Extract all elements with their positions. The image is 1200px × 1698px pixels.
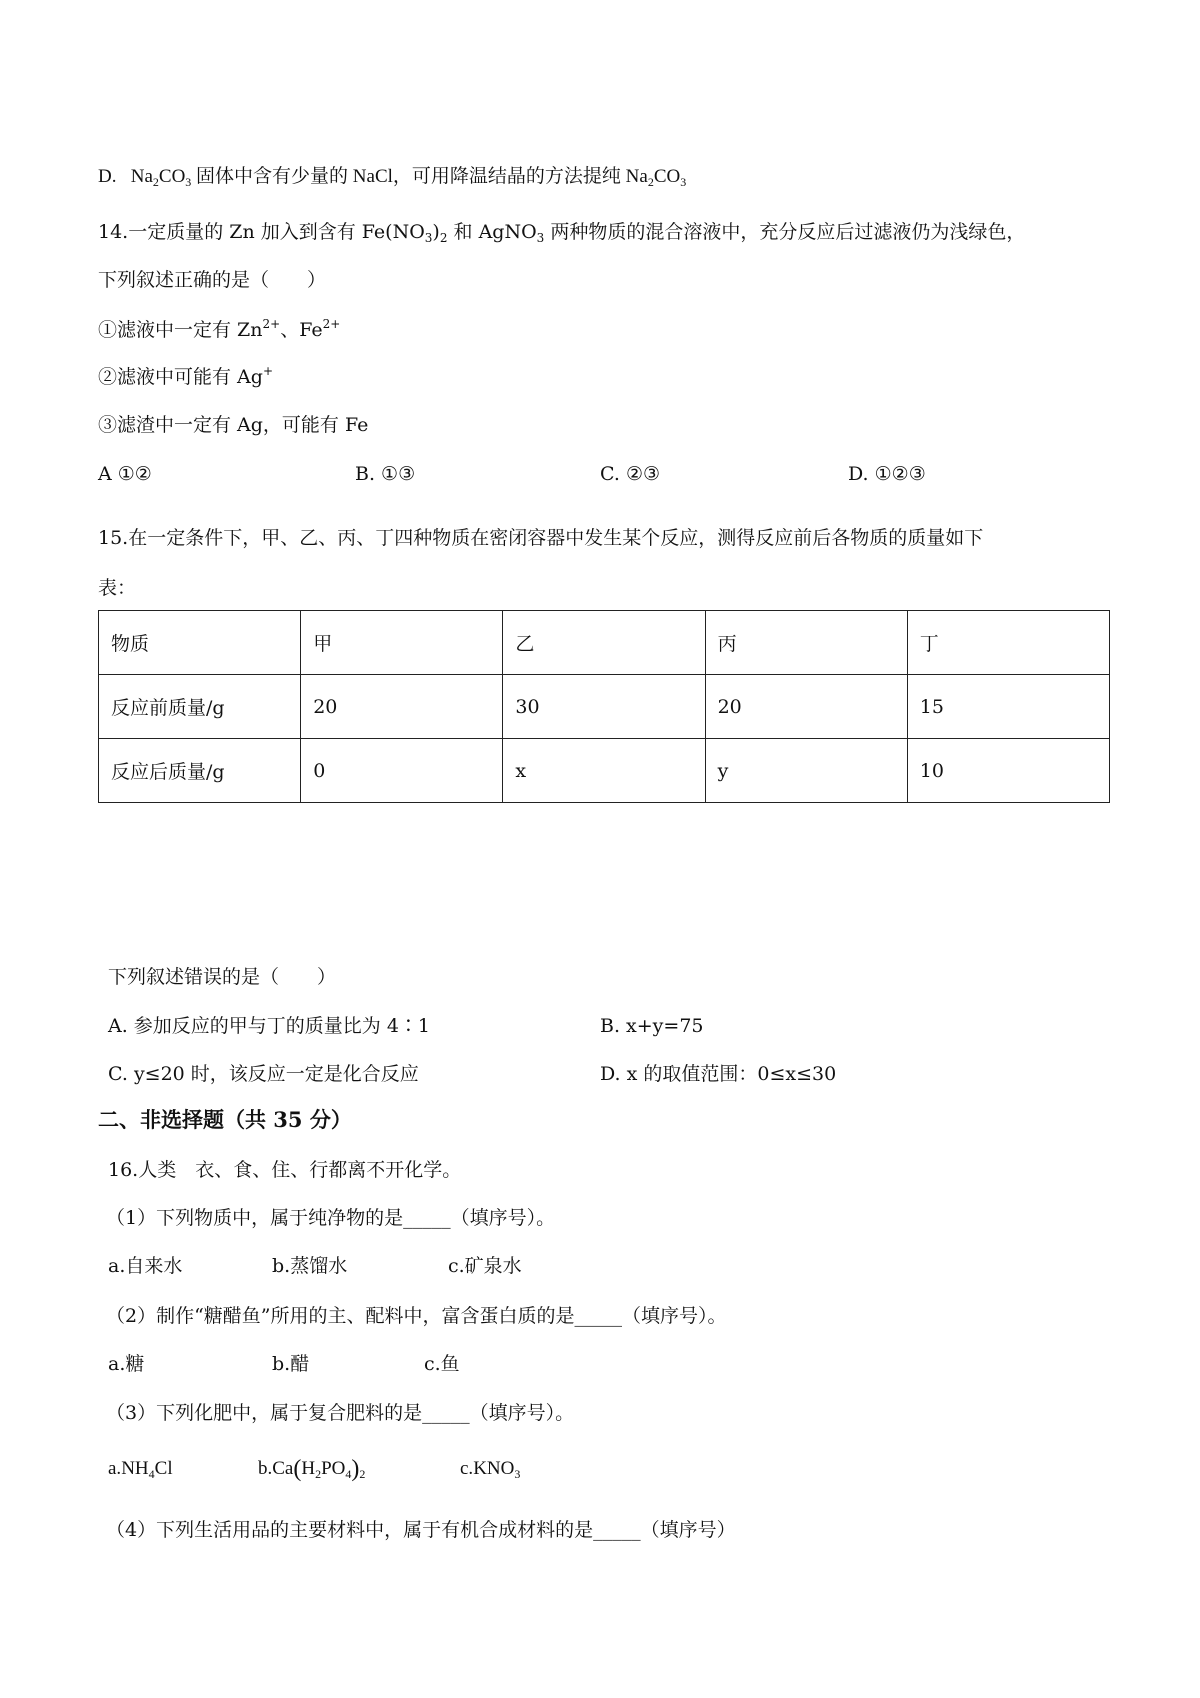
formula-part: CO [158,166,186,187]
q14-statement-2 [98,363,273,391]
section-title: 二、非选择题（共 35 分） [98,1107,352,1132]
q16-part2-option-c: c.鱼 [424,1353,460,1375]
q14-stem-line1 [98,218,1025,246]
q14-option-b: B. ①③ [355,463,416,485]
text-segment: 和 AgNO [447,221,537,243]
mass-table [98,610,1110,803]
table-cell: 甲 [301,611,503,675]
formula-part: NH [121,1458,149,1479]
table-cell: 丁 [907,611,1109,675]
q15-option-d: D. x 的取值范围：0≤x≤30 [600,1063,837,1085]
q15-option-a: A. 参加反应的甲与丁的质量比为 4∶1 [108,1015,431,1037]
formula-part: Cl [154,1458,173,1479]
superscript: 2+ [322,317,341,331]
table-cell: x [503,739,705,803]
q16-intro: 16.人类 衣、食、住、行都离不开化学。 [108,1159,462,1181]
formula-part: CO [653,166,681,187]
subscript: 2 [647,175,654,189]
q15-option-c: C. y≤20 时，该反应一定是化合反应 [108,1063,419,1085]
q16-part3-option-b [258,1455,365,1483]
table-cell: 20 [705,675,907,739]
q16-part3-option-c [460,1455,520,1483]
q16-part1-option-c: c.矿泉水 [448,1255,522,1277]
text-segment: 14.一定质量的 Zn 加入到含有 Fe(NO [98,221,425,243]
table-cell: 0 [301,739,503,803]
table-cell: 10 [907,739,1109,803]
table-cell: 反应前质量/g [99,675,301,739]
q13-option-d-text: 固体中含有少量的 NaCl，可用降温结晶的方法提纯 [191,166,626,187]
subscript: 2 [359,1467,366,1481]
table-cell: 丙 [705,611,907,675]
table-cell: 20 [301,675,503,739]
text-segment: ①滤液中一定有 Zn [98,319,263,341]
q13-option-d [98,163,686,191]
q14-stem-line2: 下列叙述正确的是（ ） [98,269,327,291]
q14-statement-1 [98,316,340,344]
table-row [99,675,1110,739]
left-paren-icon: ( [293,1456,302,1482]
q16-part1-option-a: a.自来水 [108,1255,183,1277]
table-cell: 物质 [99,611,301,675]
q14-statement-3: ③滤渣中一定有 Ag，可能有 Fe [98,414,369,436]
q16-part1: （1）下列物质中，属于纯净物的是_____（填序号）。 [106,1207,556,1229]
table-cell: 反应后质量/g [99,739,301,803]
subscript: 2 [152,175,159,189]
q15-question: 下列叙述错误的是（ ） [108,966,337,988]
subscript: 3 [536,231,545,245]
formula-part: Ca [272,1458,294,1479]
table-header-row [99,611,1110,675]
text-segment: 两种物质的混合溶液中，充分反应后过滤液仍为浅绿色， [544,221,1026,243]
subscript: 3 [680,175,687,189]
subscript: 3 [514,1467,521,1481]
formula-part: Na [625,166,648,187]
q16-part2: （2）制作“糖醋鱼”所用的主、配料中，富含蛋白质的是_____（填序号）。 [106,1305,727,1327]
table-cell: 15 [907,675,1109,739]
superscript: 2+ [262,317,281,331]
q14-option-c: C. ②③ [600,463,661,485]
q14-option-d: D. ①②③ [848,463,926,485]
table-cell: 30 [503,675,705,739]
q14-option-a: A ①② [98,463,152,485]
subscript: 3 [185,175,192,189]
subscript: 4 [148,1467,155,1481]
superscript: + [262,364,273,378]
right-paren-icon: ) [351,1456,360,1482]
subscript: 4 [345,1467,352,1481]
q15-stem-line2: 表： [98,577,137,599]
subscript: 2 [315,1467,322,1481]
q16-part2-option-a: a.糖 [108,1353,145,1375]
option-label: b. [258,1458,273,1479]
subscript: 2 [439,231,448,245]
q16-part2-option-b: b.醋 [272,1353,310,1375]
table-row [99,739,1110,803]
formula-part: Na [130,166,153,187]
q16-part3: （3）下列化肥中，属于复合肥料的是_____（填序号）。 [106,1402,575,1424]
q15-stem-line1: 15.在一定条件下，甲、乙、丙、丁四种物质在密闭容器中发生某个反应，测得反应前后各物质的质量如下 [98,527,984,549]
formula-part: KNO [473,1458,515,1479]
table-cell: 乙 [503,611,705,675]
table-cell: y [705,739,907,803]
q16-part4: （4）下列生活用品的主要材料中，属于有机合成材料的是_____（填序号） [106,1519,736,1541]
formula-part: H [301,1458,316,1479]
text-segment: ②滤液中可能有 Ag [98,366,263,388]
q13-option-d-prefix: D. [98,166,117,187]
formula-part: PO [321,1458,346,1479]
subscript: 3 [424,231,433,245]
q15-option-b: B. x+y=75 [600,1015,704,1037]
option-label: c. [460,1458,474,1479]
option-label: a. [108,1458,122,1479]
q16-part1-option-b: b.蒸馏水 [272,1255,348,1277]
text-segment: 、Fe [280,319,323,341]
q16-part3-option-a [108,1455,173,1483]
text-segment: ) [432,221,440,243]
